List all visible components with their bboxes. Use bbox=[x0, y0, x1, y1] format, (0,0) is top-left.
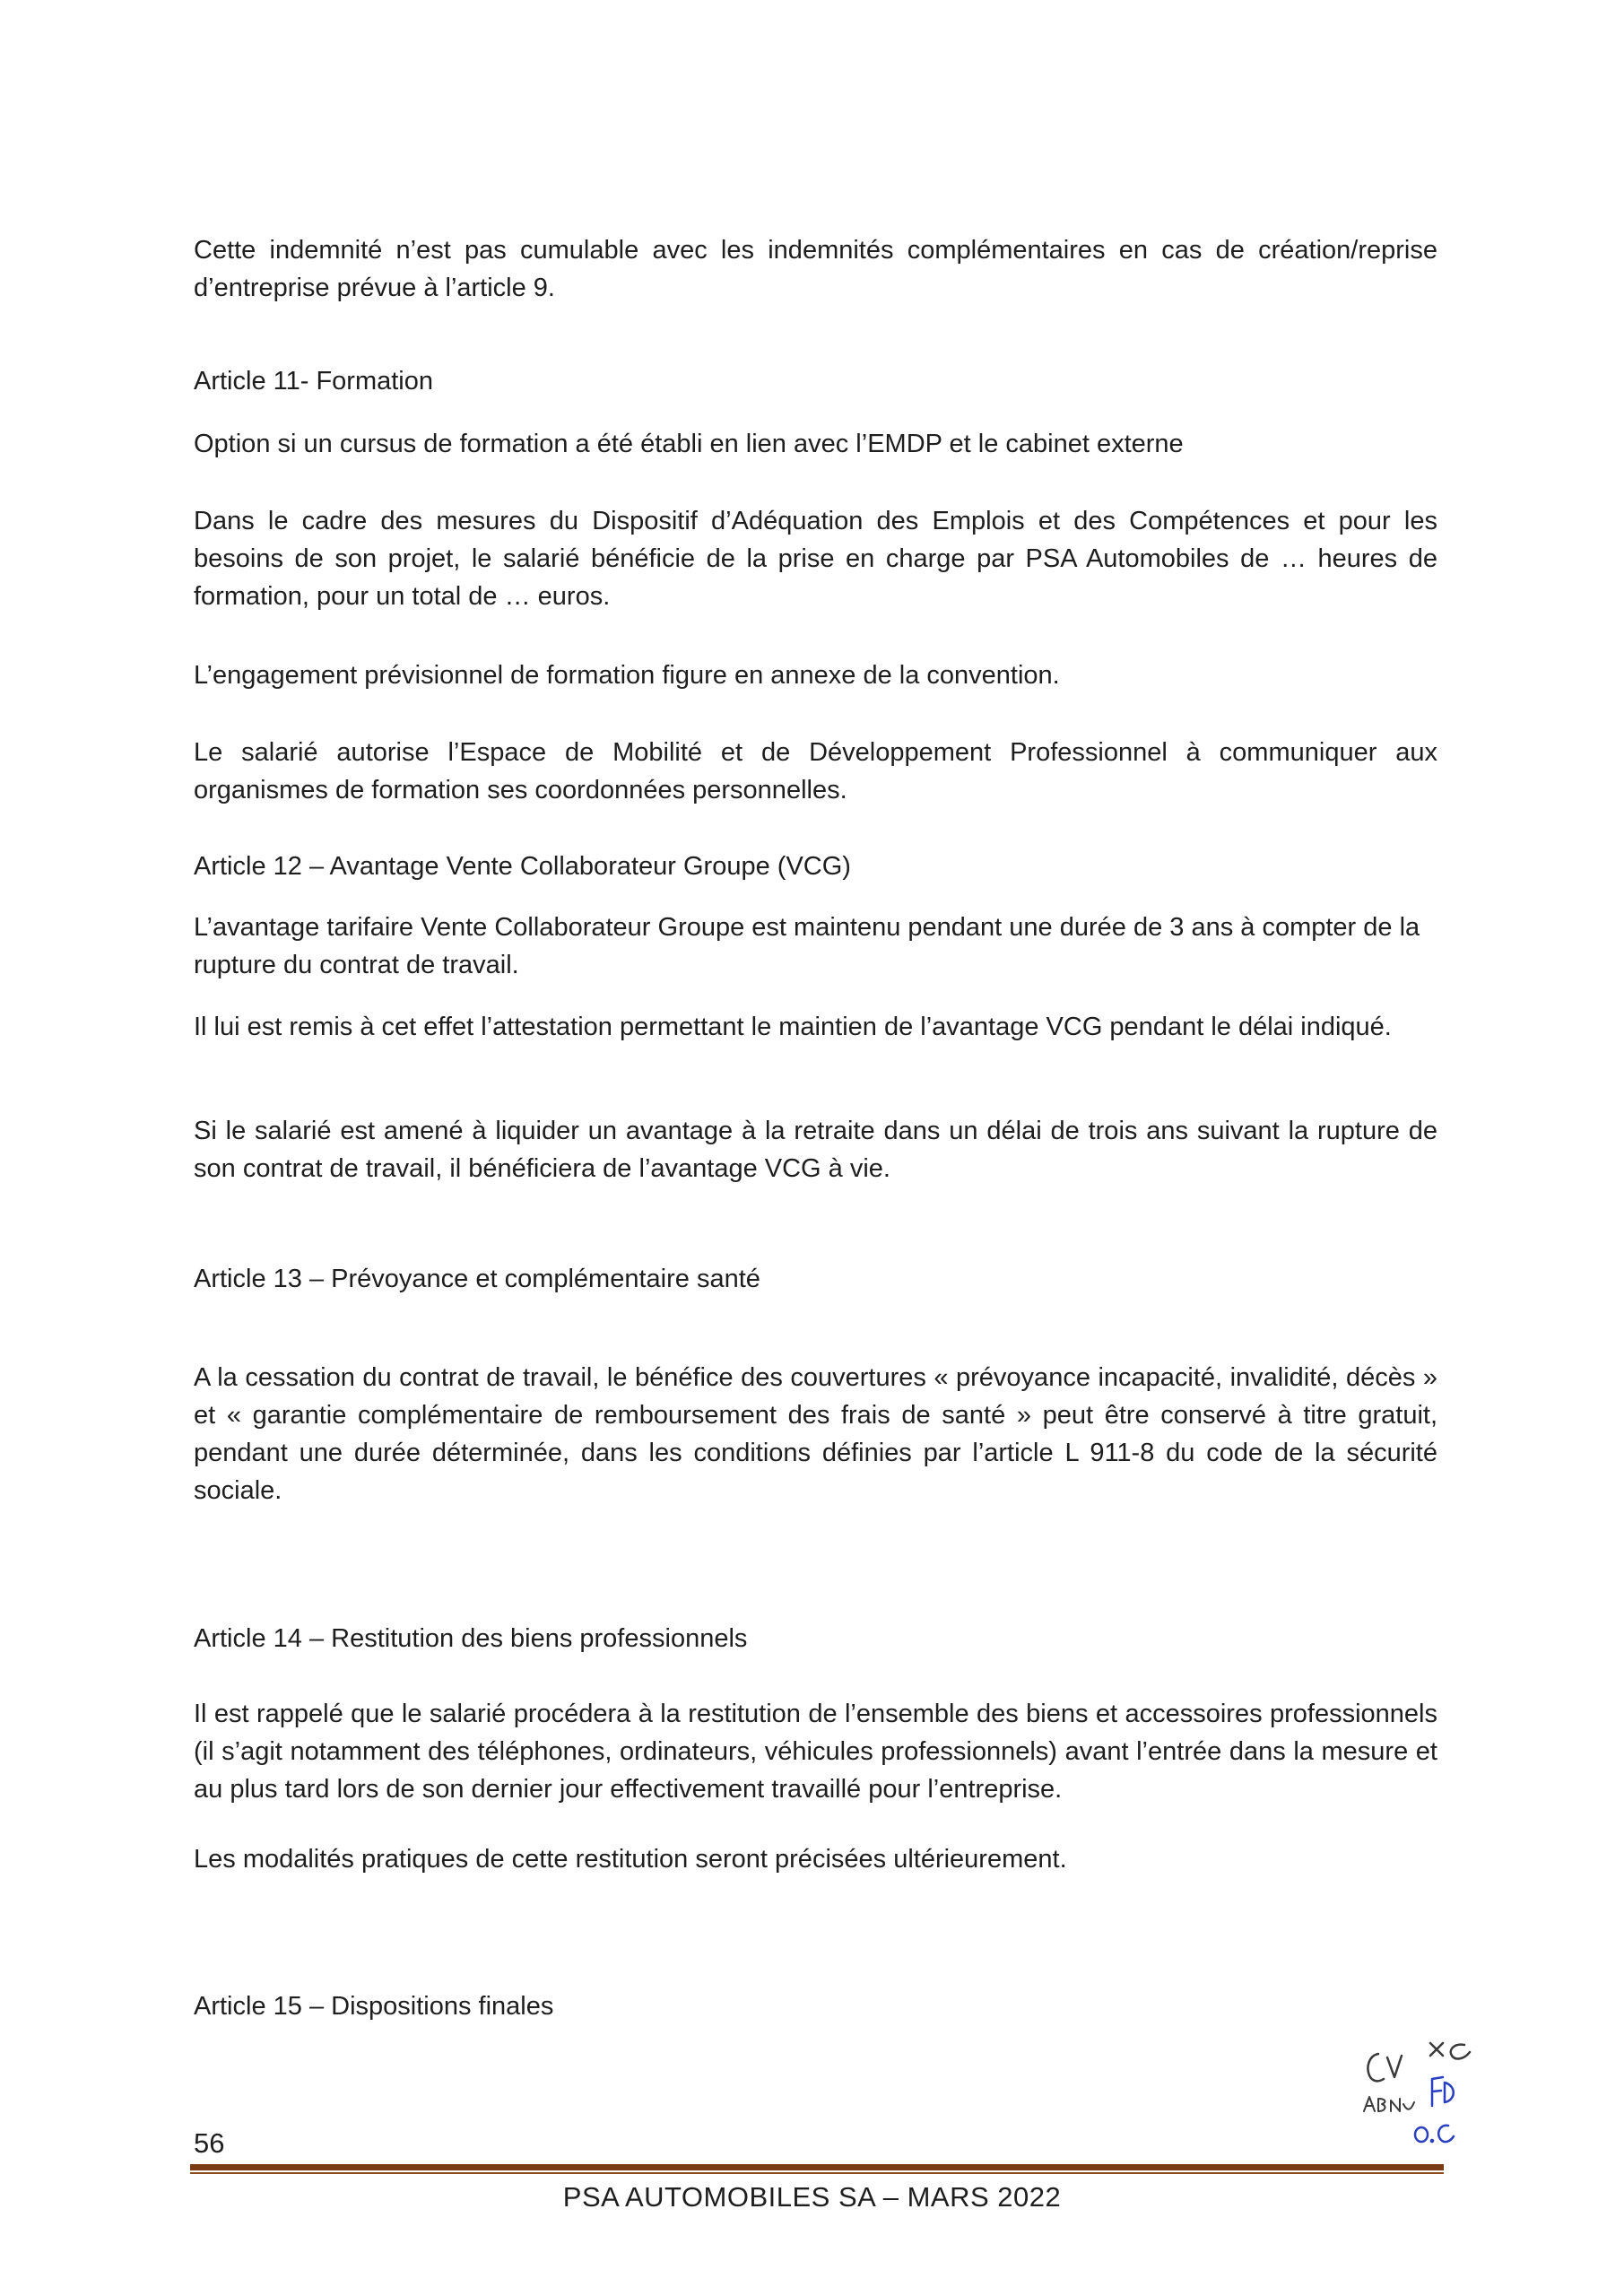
handwritten-initials bbox=[1359, 2036, 1502, 2152]
article-14-paragraph-2: Les modalités pratiques de cette restitution seront précisées ultérieurement. bbox=[194, 1845, 1067, 1874]
article-12-paragraph-3: Si le salarié est amené à liquider un avantage à la retraite dans un délai de trois ans suivant la rupture de son contrat de travail, il bénéficiera de l’avantage VCG à vie. bbox=[194, 1117, 1437, 1183]
paragraph-intro: Cette indemnité n’est pas cumulable avec les indemnités complémentaires en cas de création/reprise d’entreprise prévue à l’article 9. bbox=[194, 236, 1437, 302]
footer-divider-thin bbox=[190, 2172, 1444, 2174]
footer-divider bbox=[190, 2164, 1444, 2175]
article-11-paragraph-3: Le salarié autorise l’Espace de Mobilité et de Développement Professionnel à communiquer aux organismes de formation ses coordonnées personnelles. bbox=[194, 738, 1437, 804]
article-12-paragraph-1: L’avantage tarifaire Vente Collaborateur Groupe est maintenu pendant une durée de 3 ans à compter de la rupture du contrat de travail. bbox=[194, 913, 1420, 979]
article-14-paragraph-1: Il est rappelé que le salarié procédera à la restitution de l’ensemble des biens et accessoires professionnels (il s’agit notamment des téléphones, ordinateurs, véhicules professionnels) avant l’entrée dans la mesure et au plus tard lors de son dernier jour effectivement travaillé pour l’entreprise. bbox=[194, 1700, 1437, 1804]
footer-company-date: PSA AUTOMOBILES SA – MARS 2022 bbox=[562, 2181, 1062, 2213]
article-13-heading: Article 13 – Prévoyance et complémentaire santé bbox=[194, 1265, 760, 1293]
article-14-heading: Article 14 – Restitution des biens professionnels bbox=[194, 1624, 748, 1653]
page-number: 56 bbox=[194, 2127, 225, 2159]
article-15-heading: Article 15 – Dispositions finales bbox=[194, 1992, 554, 2021]
footer-divider-thick bbox=[190, 2164, 1444, 2170]
article-11-option: Option si un cursus de formation a été établi en lien avec l’EMDP et le cabinet externe bbox=[194, 430, 1184, 458]
article-11-heading: Article 11- Formation bbox=[194, 367, 433, 396]
article-12-paragraph-2: Il lui est remis à cet effet l’attestation permettant le maintien de l’avantage VCG pendant le délai indiqué. bbox=[194, 1013, 1392, 1041]
article-11-paragraph-2: L’engagement prévisionnel de formation figure en annexe de la convention. bbox=[194, 661, 1060, 690]
article-12-heading: Article 12 – Avantage Vente Collaborateur Groupe (VCG) bbox=[194, 852, 851, 881]
article-11-paragraph-1: Dans le cadre des mesures du Dispositif d’Adéquation des Emplois et des Compétences et pour les besoins de son projet, le salarié bénéficie de la prise en charge par PSA Automobiles de … heures de formation, pour un total de … euros. bbox=[194, 507, 1437, 611]
article-13-paragraph-1: A la cessation du contrat de travail, le bénéfice des couvertures « prévoyance incapacité, invalidité, décès » et « garantie complémentaire de remboursement des frais de santé » peut être conservé à titre gratuit, pendant une durée déterminée, dans les conditions définies par l’article L 911-8 du code de la sécurité sociale. bbox=[194, 1363, 1437, 1505]
